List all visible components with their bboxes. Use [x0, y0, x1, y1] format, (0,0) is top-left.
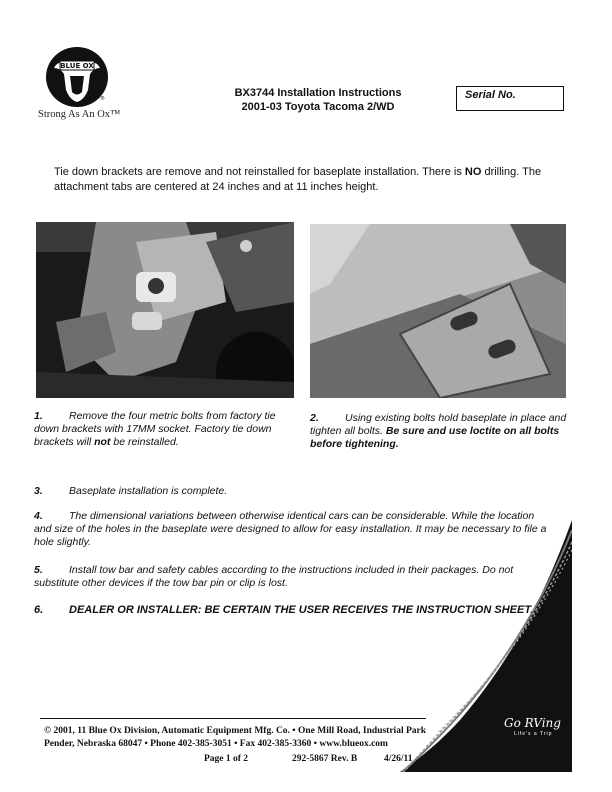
blue-ox-logo [44, 46, 110, 110]
go-rving-brand: Go RVing [504, 716, 561, 730]
step-5-number: 5. [34, 564, 43, 576]
footer-contact: Pender, Nebraska 68047 • Phone 402-385-3051 • Fax 402-385-3360 • www.blueox.com [44, 739, 388, 749]
document-title [218, 86, 418, 114]
intro-text-2: drilling. The attachment tabs are centered at 24 inches and at 11 inches height. [54, 166, 542, 193]
title-line-2: 2001-03 Toyota Tacoma 2/WD [241, 101, 395, 113]
photo-tie-down-brackets [36, 222, 294, 398]
step-1 [34, 410, 296, 449]
step-4-number: 4. [34, 510, 43, 522]
step-1-number: 1. [34, 410, 43, 422]
step-1-emphasis: not [94, 436, 111, 448]
footer-date: 4/26/11 [384, 754, 413, 764]
step-2-emphasis: Be sure and use loctite on all bolts before tightening. [310, 425, 560, 450]
intro-text-1: Tie down brackets are remove and not reinstalled for baseplate installation. There is [54, 166, 465, 178]
step-6-number: 6. [34, 604, 44, 616]
intro-paragraph [54, 165, 554, 195]
go-rving-slogan: Life's a Trip [514, 731, 553, 737]
intro-emphasis: NO [464, 166, 482, 178]
photo-baseplate-installed [310, 224, 566, 398]
step-6-text: DEALER OR INSTALLER: BE CERTAIN THE USER RECEIVES THE INSTRUCTION SHEET. [69, 604, 534, 616]
footer-divider [40, 718, 426, 719]
registered-mark: ® [100, 96, 105, 102]
serial-number-box [456, 86, 564, 111]
footer-page-number: Page 1 of 2 [204, 754, 249, 764]
title-line-1: BX3744 Installation Instructions [234, 87, 402, 99]
serial-label: Serial No. [465, 89, 516, 101]
logo-brand-text: BLUE OX [60, 62, 94, 70]
step-2-number: 2. [310, 412, 319, 424]
step-5-text: Install tow bar and safety cables according to the instructions included in their packages. Do not substitute other devices if the tow bar pin or clip is lost. [34, 564, 514, 589]
step-2 [310, 412, 572, 451]
step-1-text: Remove the four metric bolts from factory tie down brackets with 17MM socket. Factory tie down brackets will [34, 410, 276, 448]
step-3-number: 3. [34, 485, 43, 497]
step-4-text: The dimensional variations between otherwise identical cars can be considerable. While the location and size of the holes in the baseplate were designed to allow for easy installation. It may be necessary to file a hole slightly. [34, 510, 547, 548]
footer-part-number: 292-5867 Rev. B [292, 754, 358, 764]
step-1-text-end: be reinstalled. [110, 436, 179, 448]
footer-copyright: © 2001, 11 Blue Ox Division, Automatic Equipment Mfg. Co. • One Mill Road, Industrial Park [44, 726, 427, 736]
step-3 [34, 485, 554, 498]
logo-tagline: Strong As An Ox™ [38, 109, 121, 120]
step-3-text: Baseplate installation is complete. [69, 485, 228, 497]
step-2-text: Using existing bolts hold baseplate in place and tighten all bolts. [310, 412, 567, 437]
